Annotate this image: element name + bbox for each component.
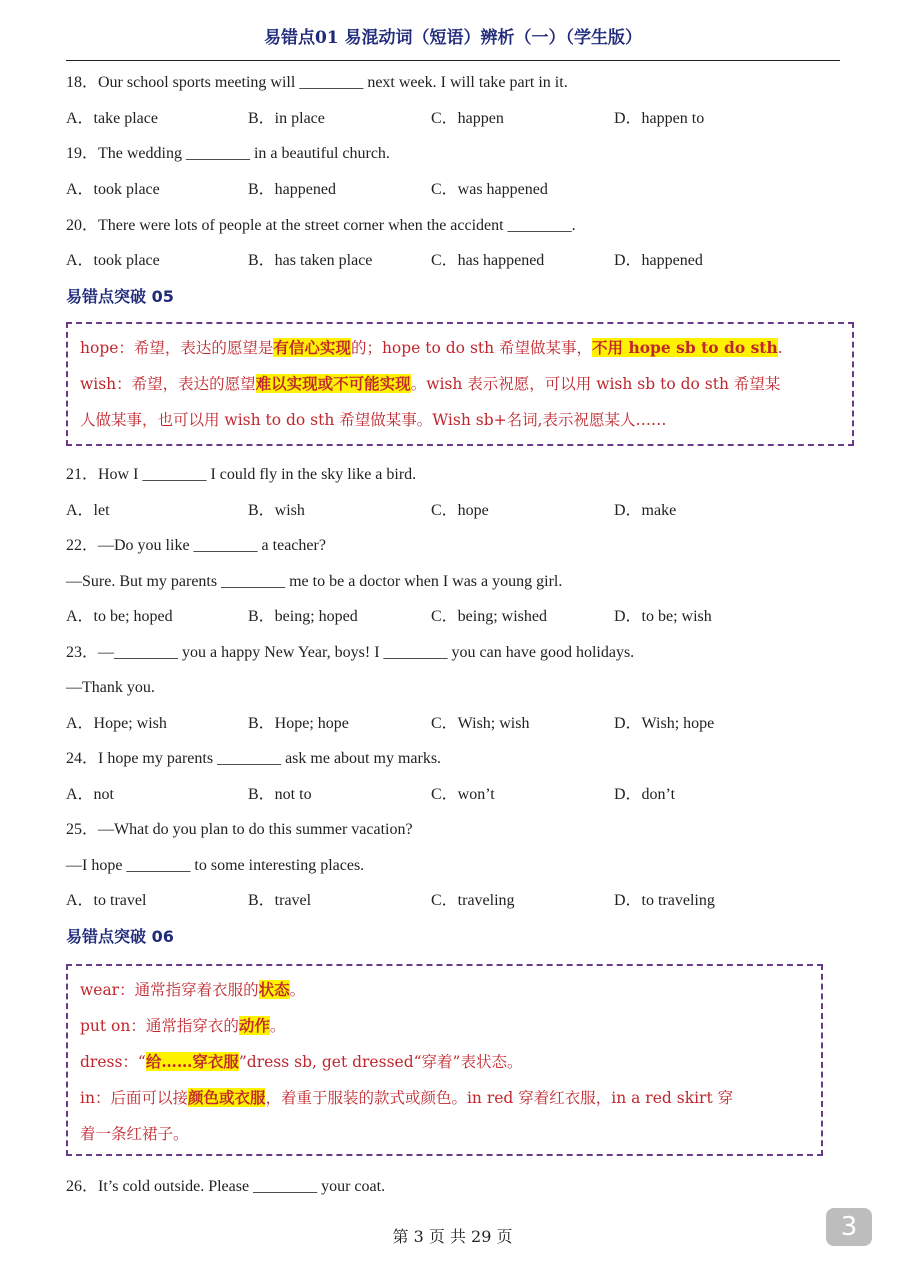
q21-option-c: C．hope [431, 502, 489, 519]
q25-option-a: A．to travel [66, 892, 147, 909]
page-number-badge[interactable]: 3 [826, 1208, 872, 1246]
q23-option-a: A．Hope; wish [66, 715, 167, 732]
q22-option-d: D．to be; wish [614, 608, 712, 625]
section-06-note-box [66, 964, 823, 1156]
q21-option-d: D．make [614, 502, 677, 519]
note-in-line-2: 着一条红裙子。 [80, 1125, 189, 1143]
q24-option-c: C．won’t [431, 786, 495, 803]
q19-option-c: C．was happened [431, 181, 548, 198]
q24-option-b: B．not to [248, 786, 312, 803]
q18-option-c: C．happen [431, 110, 504, 127]
section-05-note-box [66, 322, 854, 446]
q21-option-a: A．let [66, 502, 110, 519]
section-05-title: 易错点突破 05 [66, 287, 174, 306]
note-put-on-line: put on：通常指穿衣的动作。 [80, 1016, 286, 1035]
q22-option-a: A．to be; hoped [66, 608, 173, 625]
q18-option-d: D．happen to [614, 110, 705, 127]
q20-option-d: D．happened [614, 252, 703, 269]
page-footer: 第 3 页 共 29 页 [392, 1227, 513, 1246]
note-wish-line-2: 人做某事，也可以用 wish to do sth 希望做某事。Wish sb+名词,表示祝愿某人…… [80, 411, 667, 429]
q20-option-c: C．has happened [431, 252, 545, 269]
question-23-stem: 23．—________ you a happy New Year, boys! I ________ you can have good holidays. [66, 644, 635, 661]
q24-option-a: A．not [66, 786, 115, 803]
q18-option-b: B．in place [248, 110, 325, 127]
q23-option-d: D．Wish; hope [614, 715, 715, 732]
note-wear-line: wear：通常指穿着衣服的状态。 [80, 980, 306, 999]
q24-option-d: D．don’t [614, 786, 676, 803]
note-dress-line: dress：“给……穿衣服”dress sb, get dressed“穿着”表状态。 [80, 1052, 523, 1071]
note-in-line: in：后面可以接颜色或衣服，着重于服装的款式或颜色。in red 穿着红衣服，in a red skirt 穿 [80, 1088, 734, 1107]
q22-option-b: B．being; hoped [248, 608, 358, 625]
q18-option-a: A．take place [66, 110, 158, 127]
q20-option-b: B．has taken place [248, 252, 373, 269]
q20-option-a: A．took place [66, 252, 160, 269]
question-26-stem: 26．It’s cold outside. Please ________ your coat. [66, 1178, 386, 1195]
q21-option-b: B．wish [248, 502, 305, 519]
question-25-stem-2: —I hope ________ to some interesting places. [66, 857, 365, 874]
question-18-stem: 18．Our school sports meeting will ________ next week. I will take part in it. [66, 74, 568, 91]
q22-option-c: C．being; wished [431, 608, 547, 625]
note-wish-line: wish：希望，表达的愿望难以实现或不可能实现。wish 表示祝愿，可以用 wish sb to do sth 希望某 [80, 374, 781, 393]
question-22-stem: 22．—Do you like ________ a teacher? [66, 537, 326, 554]
question-19-stem: 19．The wedding ________ in a beautiful church. [66, 145, 390, 162]
question-24-stem: 24．I hope my parents ________ ask me about my marks. [66, 750, 442, 767]
question-25-stem: 25．—What do you plan to do this summer vacation? [66, 821, 413, 838]
q23-option-b: B．Hope; hope [248, 715, 349, 732]
q19-option-b: B．happened [248, 181, 336, 198]
q25-option-c: C．traveling [431, 892, 515, 909]
question-20-stem: 20．There were lots of people at the street corner when the accident ________. [66, 217, 576, 234]
q25-option-d: D．to traveling [614, 892, 715, 909]
q19-option-a: A．took place [66, 181, 160, 198]
question-23-stem-2: —Thank you. [66, 679, 155, 696]
q25-option-b: B．travel [248, 892, 312, 909]
section-06-title: 易错点突破 06 [66, 927, 174, 946]
note-hope-line: hope：希望，表达的愿望是有信心实现的；hope to do sth 希望做某事，不用 hope sb to do sth. [80, 338, 783, 357]
question-22-stem-2: —Sure. But my parents ________ me to be a doctor when I was a young girl. [66, 573, 563, 590]
question-21-stem: 21．How I ________ I could fly in the sky like a bird. [66, 466, 417, 483]
page-header: 易错点01 易混动词（短语）辨析（一）（学生版） [66, 24, 840, 61]
q23-option-c: C．Wish; wish [431, 715, 530, 732]
